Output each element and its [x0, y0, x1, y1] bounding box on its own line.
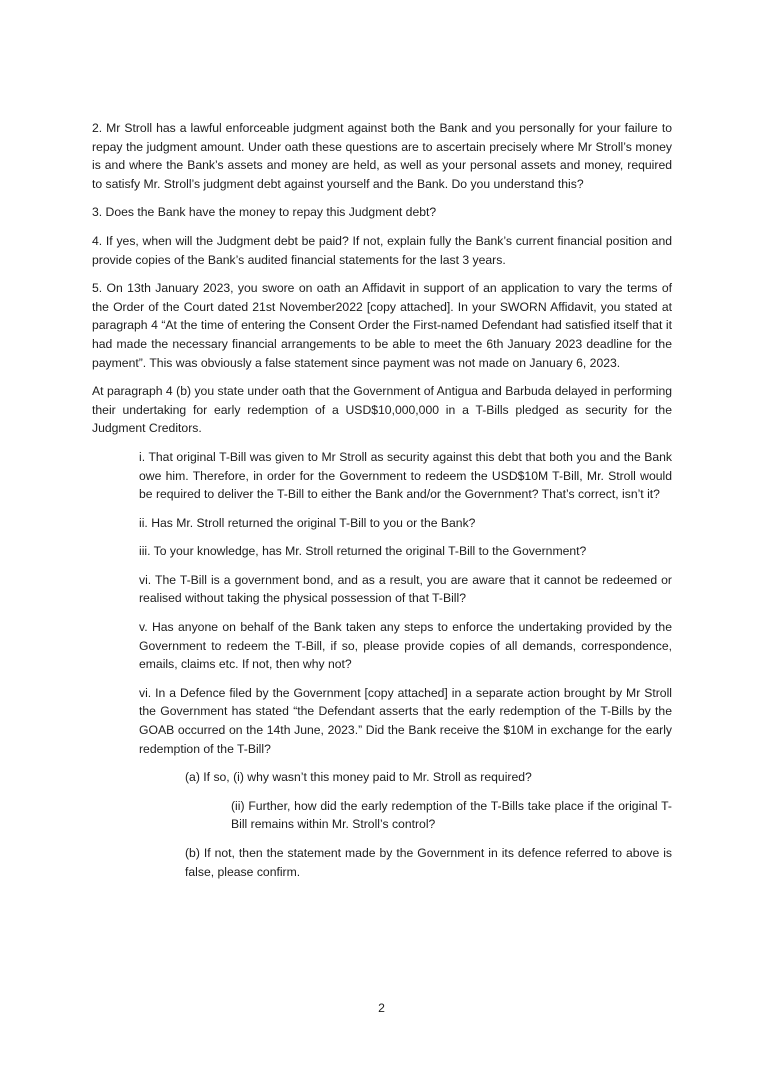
paragraph-3: 3. Does the Bank have the money to repay this Judgment debt?: [92, 205, 437, 220]
question-v: v. Has anyone on behalf of the Bank taken any steps to enforce the undertaking provided by the Government to redeem the T-Bill, if so, please provide copies of all demands, correspondence, emails, claims etc. If not, then why not?: [139, 620, 672, 672]
subquestion-b: (b) If not, then the statement made by the Government in its defence referred to above is false, please confirm.: [185, 846, 672, 879]
question-ii: ii. Has Mr. Stroll returned the original T-Bill to you or the Bank?: [139, 515, 476, 530]
question-iii: iii. To your knowledge, has Mr. Stroll returned the original T-Bill to the Government?: [139, 544, 587, 559]
paragraph-4b: At paragraph 4 (b) you state under oath that the Government of Antigua and Barbuda delayed in performing their undertaking for early redemption of a USD$10,000,000 in a T-Bills pledged as security for the Judgment Creditors.: [92, 384, 672, 436]
question-vi-defence: vi. In a Defence filed by the Government [copy attached] in a separate action brought by Mr Stroll the Government has stated “the Defendant asserts that the early redemption of the T-Bills by the GOAB occurred on the 14th June, 2023.” Did the Bank receive the $10M in exchange for the early redemption of the T-Bill?: [139, 685, 672, 756]
document-body: [92, 119, 672, 891]
page-number: 2: [378, 1001, 385, 1015]
subquestion-a-ii: (ii) Further, how did the early redemption of the T-Bills take place if the original T-Bill remains within Mr. Stroll’s control?: [231, 798, 672, 832]
subquestion-a: (a) If so, (i) why wasn’t this money paid to Mr. Stroll as required?: [185, 770, 532, 785]
paragraph-4: 4. If yes, when will the Judgment debt be paid? If not, explain fully the Bank’s current financial position and provide copies of the Bank’s audited financial statements for the last 3 years.: [92, 233, 672, 267]
question-vi-bond: vi. The T-Bill is a government bond, and as a result, you are aware that it cannot be redeemed or realised without taking the physical possession of that T-Bill?: [139, 572, 672, 606]
paragraph-2: 2. Mr Stroll has a lawful enforceable judgment against both the Bank and you personally for your failure to repay the judgment amount. Under oath these questions are to ascertain precisely where Mr Stroll’s money is and where the Bank’s assets and money are held, as well as your personal assets and money, required to satisfy Mr. Stroll’s judgment debt against yourself and the Bank. Do you understand this?: [92, 121, 672, 191]
question-i: i. That original T-Bill was given to Mr Stroll as security against this debt that both you and the Bank owe him. Therefore, in order for the Government to redeem the USD$10M T-Bill, Mr. Stroll would be required to deliver the T-Bill to either the Bank and/or the Government? That’s correct, isn’t it?: [139, 449, 672, 502]
paragraph-5: 5. On 13th January 2023, you swore on oath an Affidavit in support of an application to vary the terms of the Order of the Court dated 21st November2022 [copy attached]. In your SWORN Affidavit, you stated at paragraph 4 “At the time of entering the Consent Order the First-named Defendant had satisfied itself that it had made the necessary financial arrangements to be able to meet the 6th January 2023 deadline for the payment”. This was obviously a false statement since payment was not made on January 6, 2023.: [92, 281, 672, 370]
